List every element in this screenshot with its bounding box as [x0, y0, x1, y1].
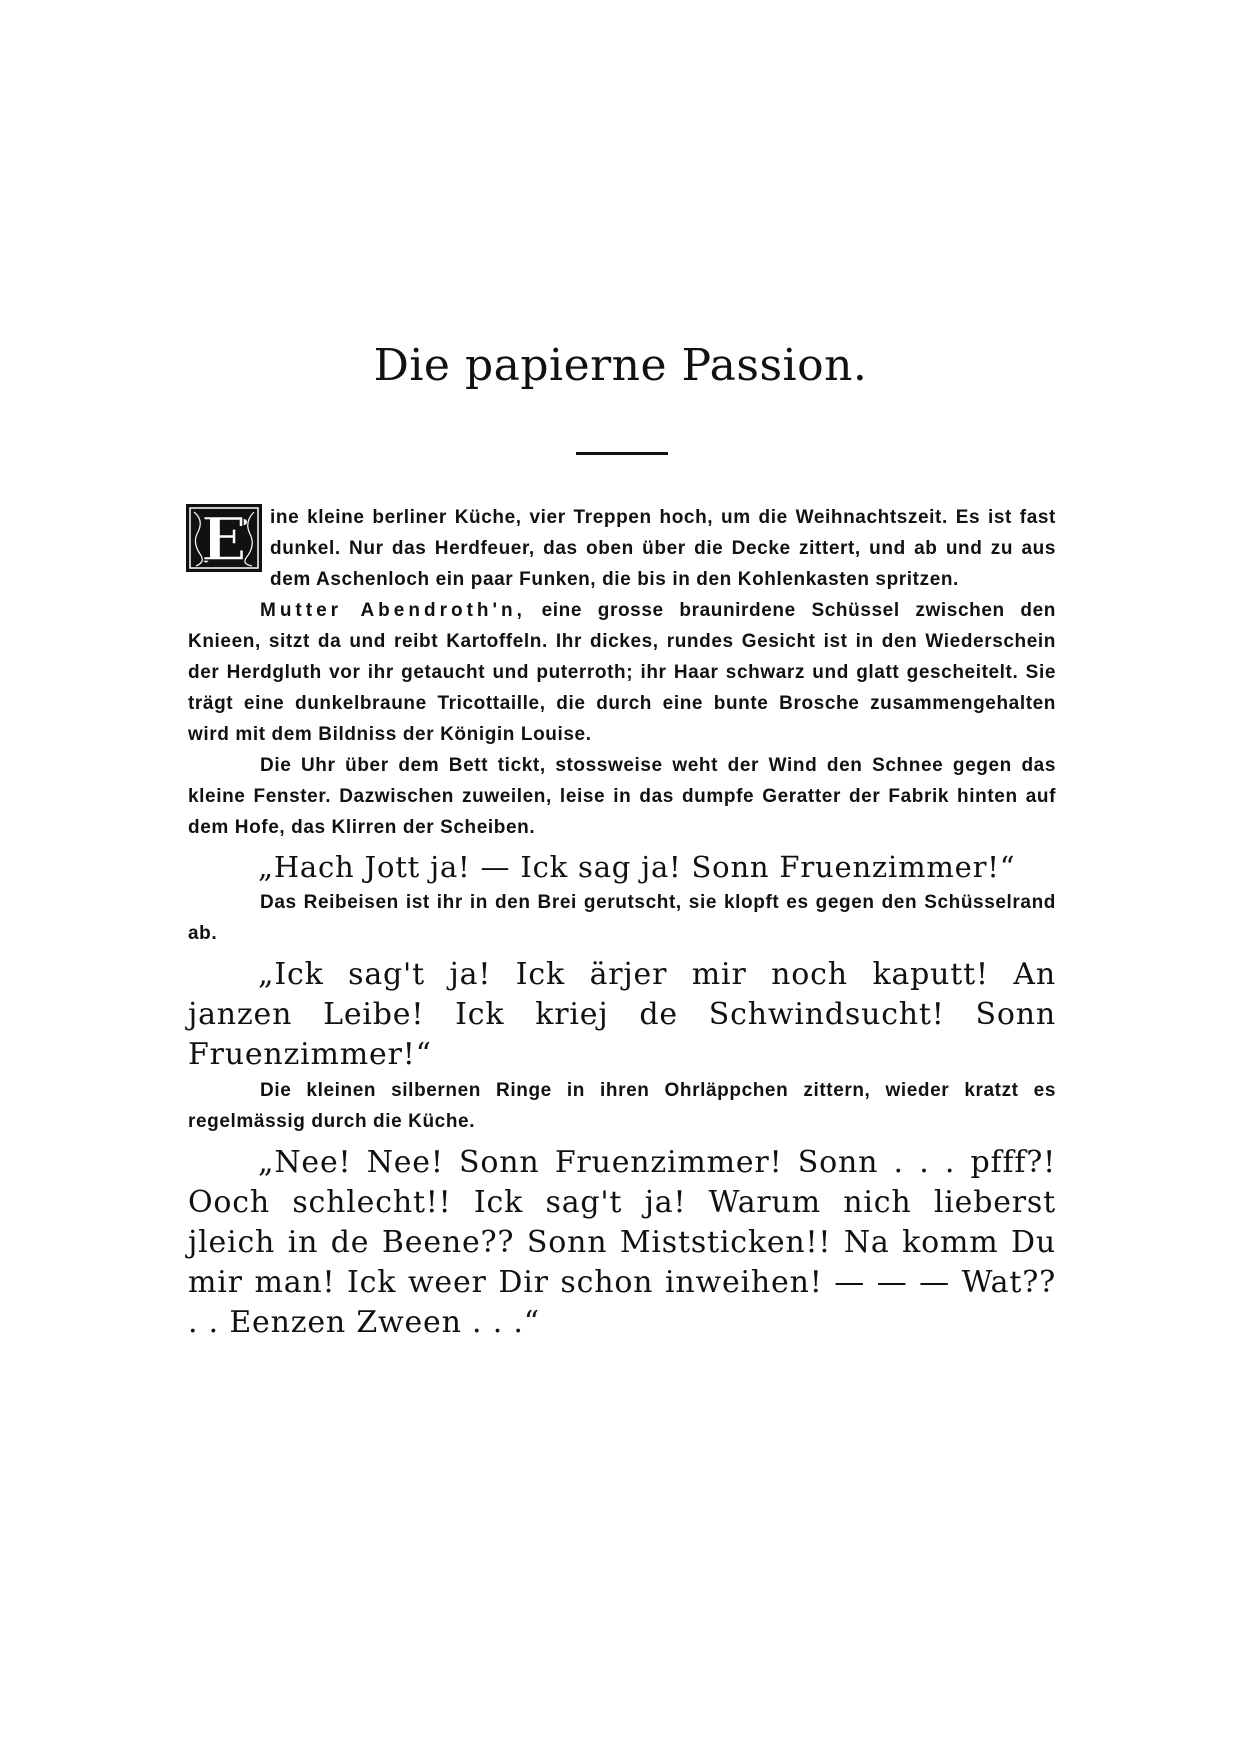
paragraph-2 — [188, 595, 1056, 750]
dropcap-ornament-icon — [184, 502, 264, 574]
speech-2: „Ick sag't ja! Ick ärjer mir noch kaputt! An janzen Leibe! Ick kriej de Schwindsucht! Sonn Fruenzimmer!“ — [188, 957, 1056, 1072]
title-divider — [576, 452, 668, 455]
paragraph-1-text: ine kleine berliner Küche, vier Treppen hoch, um die Weihnachtszeit. Es ist fast dunkel. Nur das Herdfeuer, das oben über die Decke zittert, und ab und zu aus dem Aschenloch ein paar Funken, die bis in den Kohlenkasten spritzen. — [270, 507, 1056, 590]
dropcap-letter: E — [200, 505, 248, 574]
paragraph-3: Die Uhr über dem Bett tickt, stossweise weht der Wind den Schnee gegen das kleine Fenster. Dazwischen zuweilen, leise in das dumpfe Geratter der Fabrik hinten auf dem Hofe, das Klirren der Scheiben. — [188, 755, 1056, 838]
character-name-mutter-abendroth: Mutter Abendroth'n, — [260, 600, 526, 621]
chapter-title: Die papierne Passion. — [373, 340, 868, 391]
paragraph-1 — [188, 502, 1056, 595]
paragraph-4: Das Reibeisen ist ihr in den Brei gerutscht, sie klopft es gegen den Schüsselrand ab. — [188, 892, 1056, 944]
dropcap-e-ornament — [184, 502, 264, 574]
speech-3: „Nee! Nee! Sonn Fruenzimmer! Sonn . . . pfff?! Ooch schlecht!! Ick sag't ja! Warum nich lieberst jleich in de Beene?? Sonn Miststicken!! Na komm Du mir man! Ick weer Dir schon inweihen! — — — Wat?? . . Eenzen Zween . . .“ — [188, 1145, 1056, 1340]
paragraph-2-text: eine grosse braunirdene Schüssel zwischen den Knieen, sitzt da und reibt Kartoffeln. Ihr dickes, rundes Gesicht ist in den Wiederschein der Herdgluth vor ihr getaucht und puterroth; ihr Haar schwarz und glatt gescheitelt. Sie trägt eine dunkelbraune Tricottaille, die durch eine bunte Brosche zusammengehalten wird mit dem Bildniss der Königin Louise. — [188, 600, 1056, 745]
paragraph-5: Die kleinen silbernen Ringe in ihren Ohrläppchen zittern, wieder kratzt es regelmässig durch die Küche. — [188, 1080, 1056, 1132]
speech-1: „Hach Jott ja! — Ick sag ja! Sonn Fruenzimmer!“ — [258, 850, 1016, 884]
text-body — [188, 460, 1056, 1343]
